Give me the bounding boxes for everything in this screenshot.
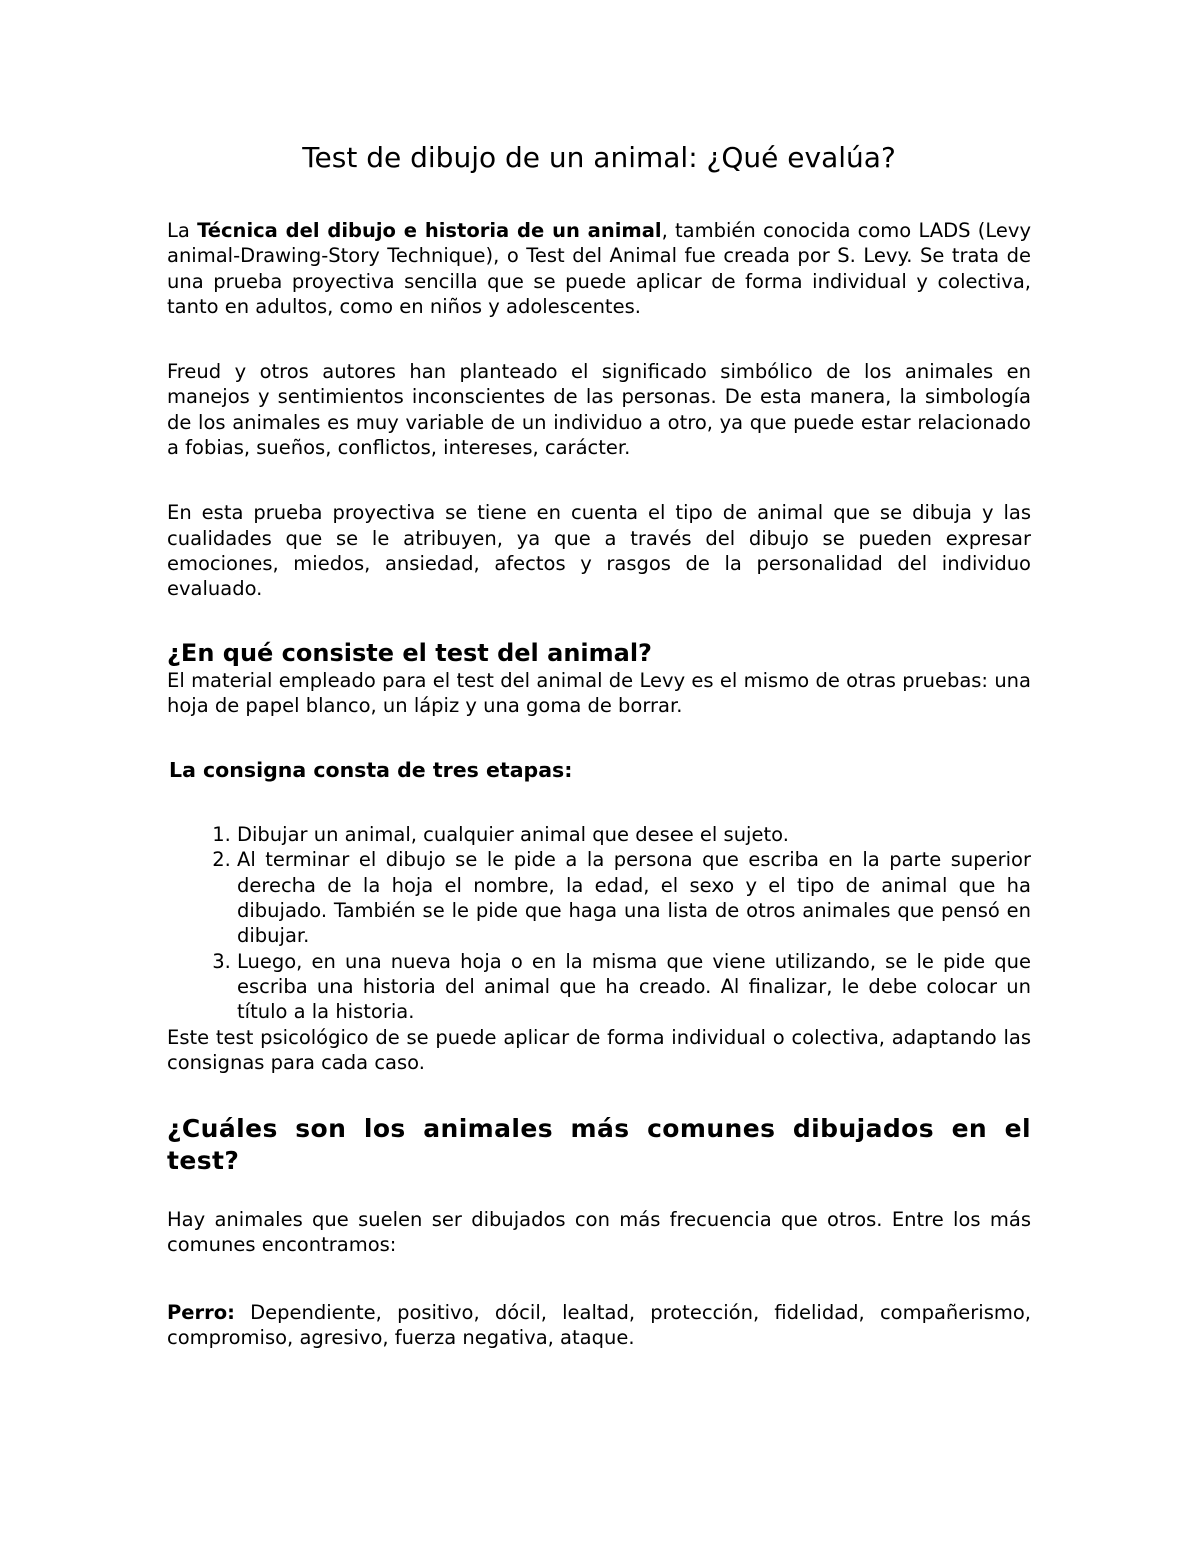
section2-heading: ¿Cuáles son los animales más comunes dibujados en el test?: [167, 1114, 1031, 1176]
intro-paragraph: [167, 218, 1031, 319]
list-item: 2. Al terminar el dibujo se le pide a la persona que escriba en la parte superior derecha de la hoja el nombre, la edad, el sexo y el tipo de animal que ha dibujado. También se le pide que haga una lista de otros animales que pensó en dibujar.: [237, 847, 1031, 948]
intro-bold-term: Técnica del dibujo e historia de un animal: [197, 219, 662, 242]
paragraph-freud: Freud y otros autores han planteado el significado simbólico de los animales en manejos y sentimientos inconscientes de las personas. De esta manera, la simbología de los animales es muy variable de un individuo a otro, ya que puede estar relacionado a fobias, sueños, conflictos, intereses, carácter.: [167, 360, 1031, 460]
list-item: 1. Dibujar un animal, cualquier animal que desee el sujeto.: [237, 822, 1031, 847]
document-title: Test de dibujo de un animal: ¿Qué evalúa?: [302, 141, 896, 174]
document-page: [167, 138, 1031, 1350]
section1-closing: Este test psicológico de se puede aplicar de forma individual o colectiva, adaptando las consignas para cada caso.: [167, 1025, 1031, 1074]
animal-entry-perro: [167, 1300, 1031, 1351]
section2-text: Hay animales que suelen ser dibujados con más frecuencia que otros. Entre los más comunes encontramos:: [167, 1208, 1031, 1257]
intro-rest: , también conocida como LADS (Levy animal-Drawing-Story Technique), o Test del Animal fue creada por S. Levy. Se trata de una prueba proyectiva sencilla que se puede aplicar de forma individual y colectiva, tanto en adultos, como en niños y adolescentes.: [167, 219, 1031, 318]
list-item: 3. Luego, en una nueva hoja o en la misma que viene utilizando, se le pide que escriba una historia del animal que ha creado. Al finalizar, le debe colocar un título a la historia.: [237, 949, 1031, 1025]
intro-lead: La: [167, 219, 198, 242]
section1-text: El material empleado para el test del animal de Levy es el mismo de otras pruebas: una hoja de papel blanco, un lápiz y una goma de borrar.: [167, 668, 1031, 717]
section1-subheading: La consigna consta de tres etapas:: [169, 758, 573, 783]
section1-heading: ¿En qué consiste el test del animal?: [167, 638, 652, 667]
animal-entry-text: Dependiente, positivo, dócil, lealtad, protección, fidelidad, compañerismo, compromiso, agresivo, fuerza negativa, ataque.: [167, 1300, 1031, 1350]
steps-list: [167, 822, 1031, 1024]
paragraph-evaluation: En esta prueba proyectiva se tiene en cuenta el tipo de animal que se dibuja y las cualidades que se le atribuyen, ya que a través del dibujo se pueden expresar emociones, miedos, ansiedad, afectos y rasgos de la personalidad del individuo evaluado.: [167, 501, 1031, 601]
animal-entry-label: Perro:: [167, 1300, 235, 1324]
